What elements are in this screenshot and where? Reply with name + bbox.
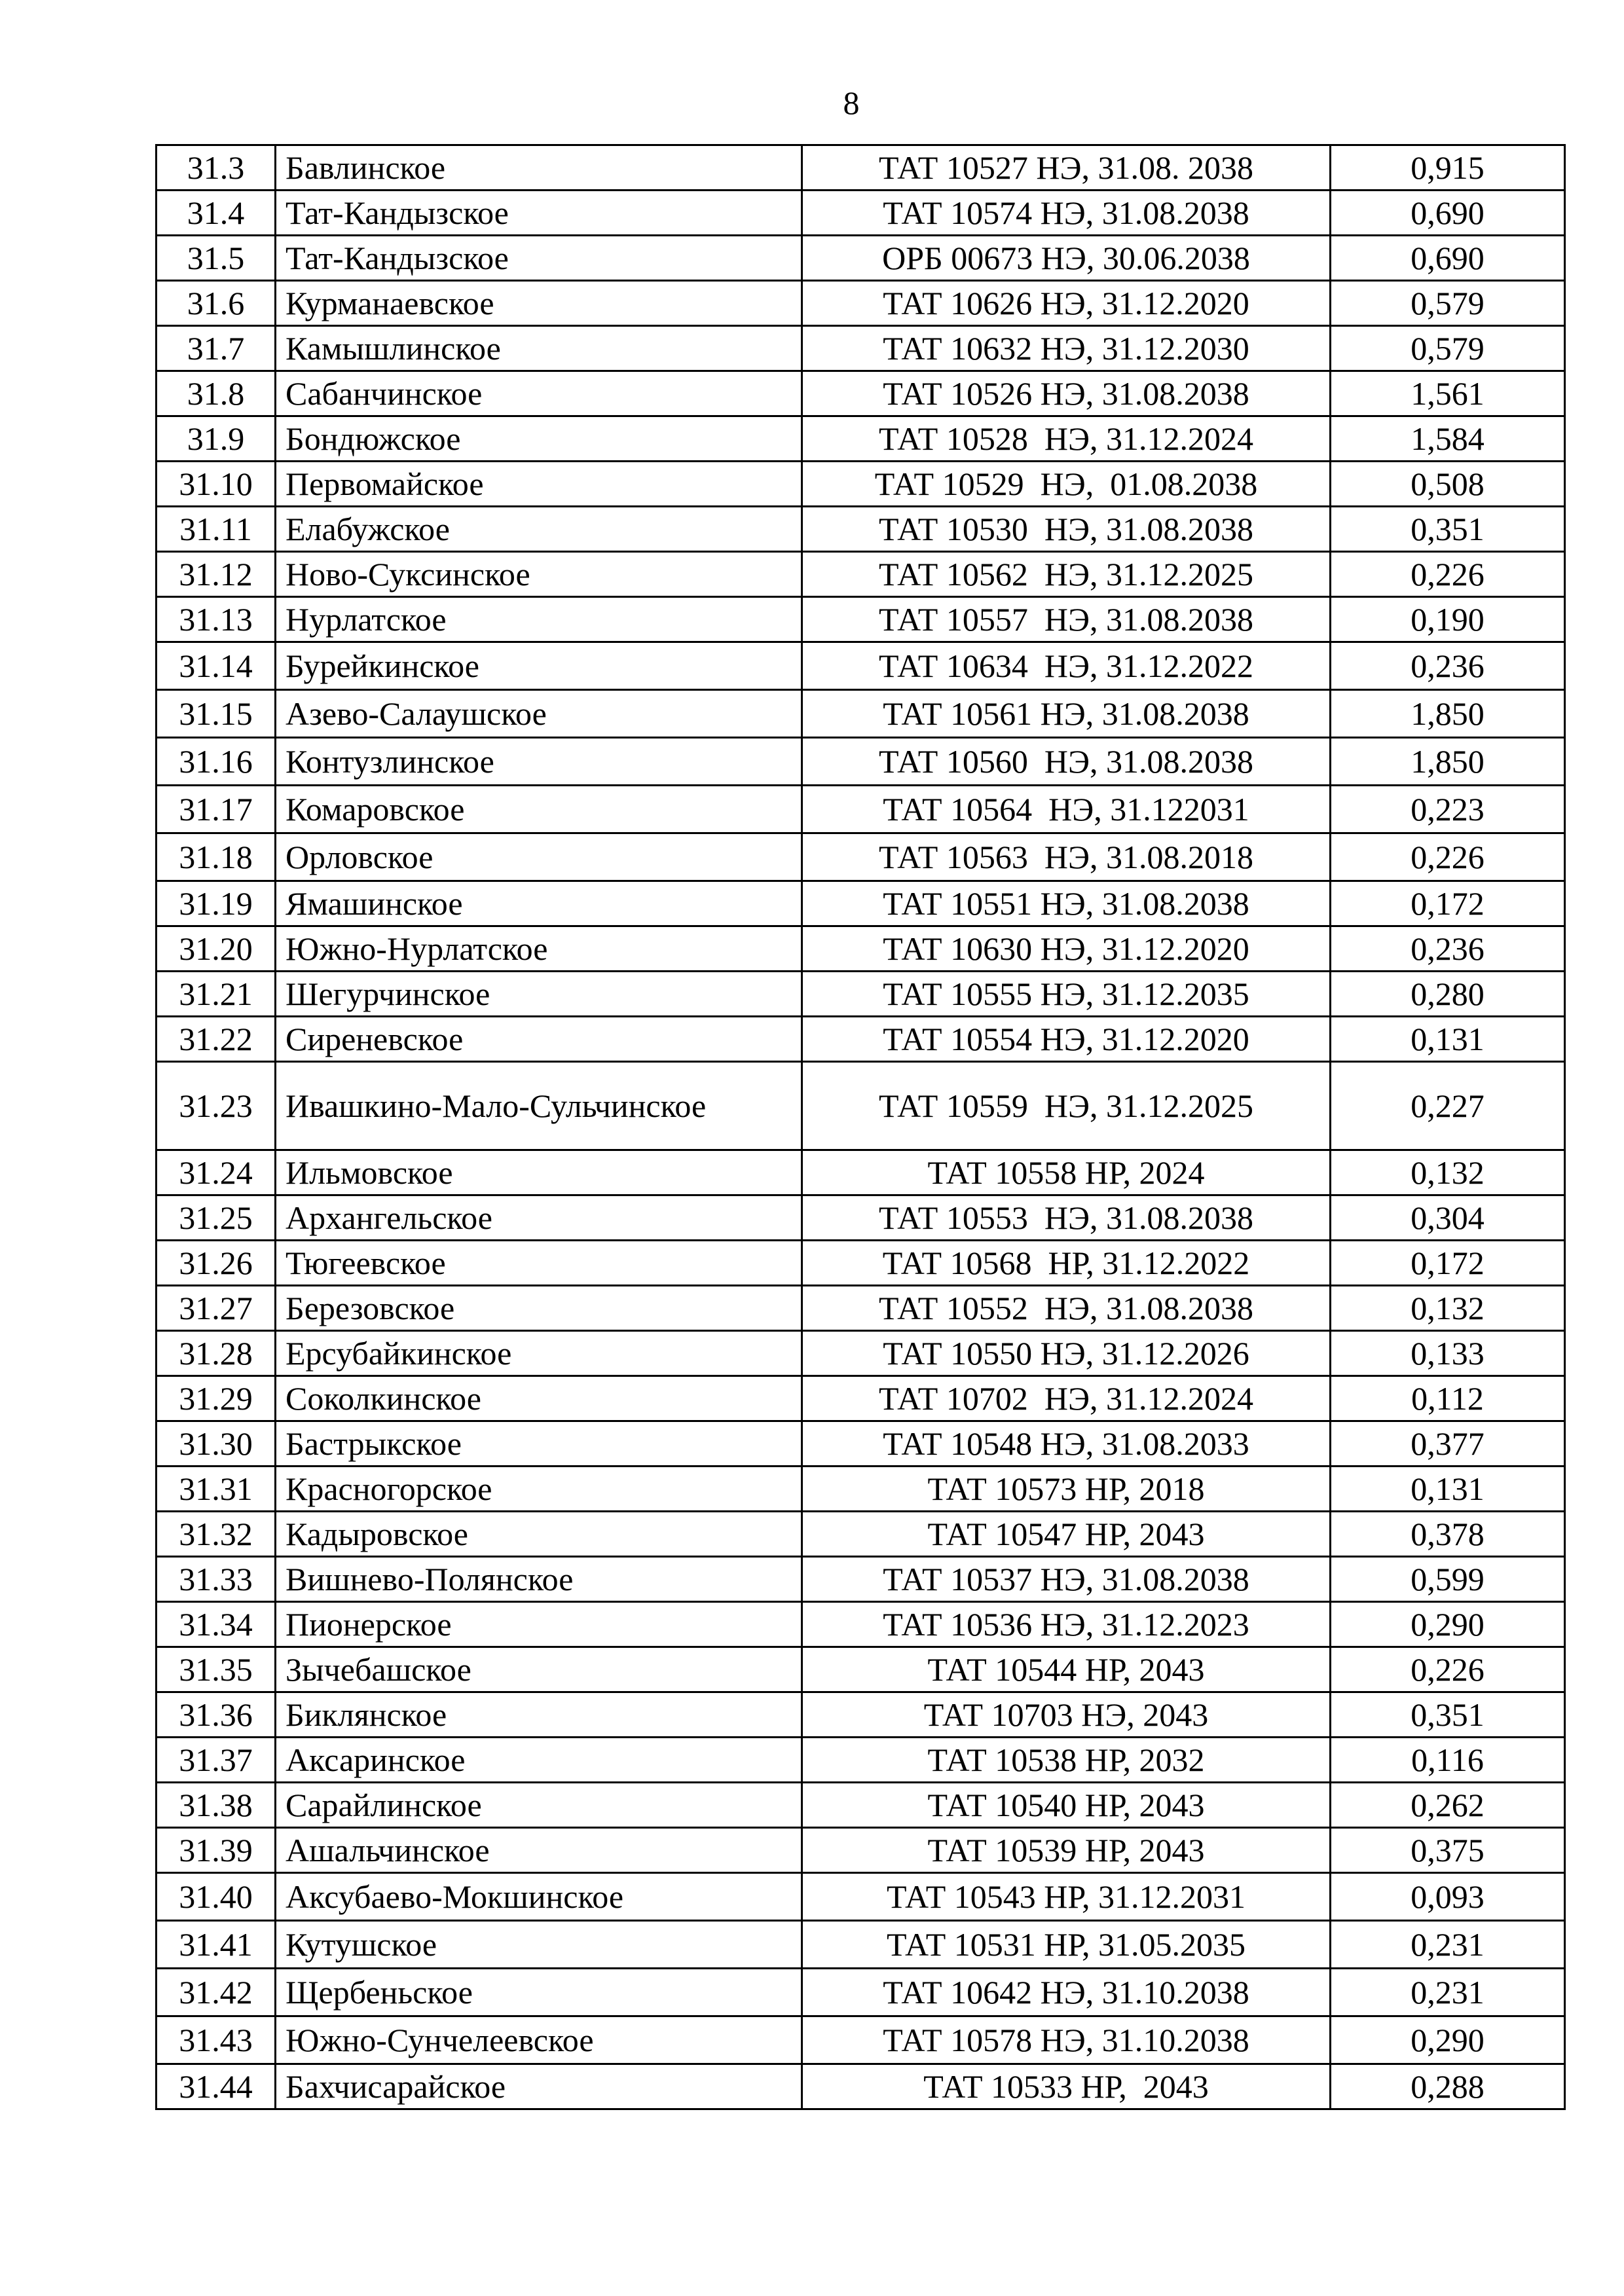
deposit-name: Южно-Нурлатское: [276, 926, 802, 972]
deposit-value: 0,231: [1331, 1969, 1565, 2016]
row-number: 31.37: [157, 1738, 276, 1783]
license-info: ТАТ 10531 НР, 31.05.2035: [802, 1921, 1331, 1969]
table-row: [157, 2064, 1565, 2109]
row-number: 31.19: [157, 881, 276, 926]
row-number: 31.9: [157, 416, 276, 462]
deposit-value: 0,226: [1331, 552, 1565, 597]
deposit-name: Орловское: [276, 833, 802, 881]
deposit-value: 0,690: [1331, 236, 1565, 281]
table-row: [157, 738, 1565, 786]
license-info: ТАТ 10551 НЭ, 31.08.2038: [802, 881, 1331, 926]
deposit-value: 0,227: [1331, 1062, 1565, 1150]
row-number: 31.10: [157, 462, 276, 507]
table-row: [157, 1017, 1565, 1062]
row-number: 31.41: [157, 1921, 276, 1969]
table-row: [157, 1692, 1565, 1738]
deposit-name: Контузлинское: [276, 738, 802, 786]
table-row: [157, 1783, 1565, 1828]
row-number: 31.17: [157, 786, 276, 833]
deposit-value: 0,915: [1331, 145, 1565, 191]
row-number: 31.32: [157, 1512, 276, 1557]
deposit-value: 1,850: [1331, 738, 1565, 786]
row-number: 31.39: [157, 1828, 276, 1873]
license-info: ТАТ 10564 НЭ, 31.122031: [802, 786, 1331, 833]
deposit-name: Первомайское: [276, 462, 802, 507]
license-info: ТАТ 10632 НЭ, 31.12.2030: [802, 326, 1331, 371]
deposit-value: 0,226: [1331, 833, 1565, 881]
table-row: [157, 881, 1565, 926]
deposit-name: Щербеньское: [276, 1969, 802, 2016]
license-info: ТАТ 10529 НЭ, 01.08.2038: [802, 462, 1331, 507]
license-info: ТАТ 10574 НЭ, 31.08.2038: [802, 191, 1331, 236]
license-info: ТАТ 10552 НЭ, 31.08.2038: [802, 1286, 1331, 1331]
deposit-value: 0,288: [1331, 2064, 1565, 2109]
deposit-name: Сабанчинское: [276, 371, 802, 416]
row-number: 31.16: [157, 738, 276, 786]
deposit-value: 0,131: [1331, 1017, 1565, 1062]
table-row: [157, 597, 1565, 642]
deposit-name: Комаровское: [276, 786, 802, 833]
row-number: 31.40: [157, 1873, 276, 1921]
deposit-value: 0,172: [1331, 881, 1565, 926]
license-info: ТАТ 10642 НЭ, 31.10.2038: [802, 1969, 1331, 2016]
deposits-table: [155, 144, 1566, 2110]
table-row: [157, 371, 1565, 416]
license-info: ТАТ 10538 НР, 2032: [802, 1738, 1331, 1783]
license-info: ТАТ 10554 НЭ, 31.12.2020: [802, 1017, 1331, 1062]
row-number: 31.35: [157, 1647, 276, 1692]
row-number: 31.24: [157, 1150, 276, 1195]
deposit-name: Курманаевское: [276, 281, 802, 326]
deposit-name: Красногорское: [276, 1467, 802, 1512]
deposit-value: 1,584: [1331, 416, 1565, 462]
table-row: [157, 1421, 1565, 1467]
row-number: 31.15: [157, 690, 276, 738]
license-info: ТАТ 10578 НЭ, 31.10.2038: [802, 2016, 1331, 2064]
deposit-name: Елабужское: [276, 507, 802, 552]
row-number: 31.6: [157, 281, 276, 326]
deposit-value: 0,133: [1331, 1331, 1565, 1376]
page-number: 8: [843, 84, 860, 121]
deposit-name: Ново-Суксинское: [276, 552, 802, 597]
table-row: [157, 552, 1565, 597]
table-row: [157, 145, 1565, 191]
table-row: [157, 462, 1565, 507]
license-info: ТАТ 10548 НЭ, 31.08.2033: [802, 1421, 1331, 1467]
table-row: [157, 416, 1565, 462]
table-row: [157, 1062, 1565, 1150]
deposit-name: Ильмовское: [276, 1150, 802, 1195]
deposit-name: Вишнево-Полянское: [276, 1557, 802, 1602]
license-info: ТАТ 10568 НР, 31.12.2022: [802, 1241, 1331, 1286]
deposit-name: Нурлатское: [276, 597, 802, 642]
deposit-value: 0,112: [1331, 1376, 1565, 1421]
license-info: ТАТ 10626 НЭ, 31.12.2020: [802, 281, 1331, 326]
license-info: ТАТ 10558 НР, 2024: [802, 1150, 1331, 1195]
deposit-value: 0,116: [1331, 1738, 1565, 1783]
deposit-value: 0,093: [1331, 1873, 1565, 1921]
deposit-value: 0,290: [1331, 1602, 1565, 1647]
row-number: 31.42: [157, 1969, 276, 2016]
deposit-name: Бондюжское: [276, 416, 802, 462]
deposit-name: Ямашинское: [276, 881, 802, 926]
row-number: 31.22: [157, 1017, 276, 1062]
deposit-value: 0,236: [1331, 642, 1565, 690]
row-number: 31.36: [157, 1692, 276, 1738]
table-row: [157, 786, 1565, 833]
row-number: 31.28: [157, 1331, 276, 1376]
deposit-value: 0,304: [1331, 1195, 1565, 1241]
deposit-value: 0,223: [1331, 786, 1565, 833]
deposit-value: 0,172: [1331, 1241, 1565, 1286]
deposit-name: Кутушское: [276, 1921, 802, 1969]
row-number: 31.33: [157, 1557, 276, 1602]
license-info: ТАТ 10561 НЭ, 31.08.2038: [802, 690, 1331, 738]
deposit-value: 1,561: [1331, 371, 1565, 416]
deposit-name: Ашальчинское: [276, 1828, 802, 1873]
table-row: [157, 1921, 1565, 1969]
table-row: [157, 972, 1565, 1017]
table-row: [157, 833, 1565, 881]
deposit-name: Аксубаево-Мокшинское: [276, 1873, 802, 1921]
table-row: [157, 1512, 1565, 1557]
deposit-name: Архангельское: [276, 1195, 802, 1241]
deposit-value: 0,226: [1331, 1647, 1565, 1692]
license-info: ТАТ 10702 НЭ, 31.12.2024: [802, 1376, 1331, 1421]
deposit-value: 0,579: [1331, 326, 1565, 371]
row-number: 31.3: [157, 145, 276, 191]
deposit-name: Аксаринское: [276, 1738, 802, 1783]
row-number: 31.43: [157, 2016, 276, 2064]
deposit-name: Шегурчинское: [276, 972, 802, 1017]
row-number: 31.8: [157, 371, 276, 416]
table-row: [157, 1969, 1565, 2016]
license-info: ТАТ 10528 НЭ, 31.12.2024: [802, 416, 1331, 462]
deposit-name: Азево-Салаушское: [276, 690, 802, 738]
table-row: [157, 236, 1565, 281]
license-info: ТАТ 10634 НЭ, 31.12.2022: [802, 642, 1331, 690]
deposit-value: 0,508: [1331, 462, 1565, 507]
row-number: 31.21: [157, 972, 276, 1017]
table-row: [157, 1331, 1565, 1376]
table-row: [157, 690, 1565, 738]
license-info: ТАТ 10562 НЭ, 31.12.2025: [802, 552, 1331, 597]
deposit-value: 0,351: [1331, 1692, 1565, 1738]
row-number: 31.30: [157, 1421, 276, 1467]
license-info: ТАТ 10536 НЭ, 31.12.2023: [802, 1602, 1331, 1647]
license-info: ТАТ 10527 НЭ, 31.08. 2038: [802, 145, 1331, 191]
table-row: [157, 1150, 1565, 1195]
deposit-value: 0,377: [1331, 1421, 1565, 1467]
deposit-name: Тюгеевское: [276, 1241, 802, 1286]
table-row: [157, 281, 1565, 326]
deposit-value: 0,236: [1331, 926, 1565, 972]
deposit-name: Бастрыкское: [276, 1421, 802, 1467]
license-info: ТАТ 10547 НР, 2043: [802, 1512, 1331, 1557]
license-info: ТАТ 10533 НР, 2043: [802, 2064, 1331, 2109]
license-info: ТАТ 10540 НР, 2043: [802, 1783, 1331, 1828]
license-info: ТАТ 10630 НЭ, 31.12.2020: [802, 926, 1331, 972]
deposit-value: 0,231: [1331, 1921, 1565, 1969]
row-number: 31.29: [157, 1376, 276, 1421]
row-number: 31.20: [157, 926, 276, 972]
license-info: ТАТ 10703 НЭ, 2043: [802, 1692, 1331, 1738]
row-number: 31.5: [157, 236, 276, 281]
table-row: [157, 1828, 1565, 1873]
row-number: 31.26: [157, 1241, 276, 1286]
table-row: [157, 2016, 1565, 2064]
license-info: ТАТ 10544 НР, 2043: [802, 1647, 1331, 1692]
deposit-value: 0,378: [1331, 1512, 1565, 1557]
deposit-value: 1,850: [1331, 690, 1565, 738]
row-number: 31.12: [157, 552, 276, 597]
deposit-name: Бахчисарайское: [276, 2064, 802, 2109]
deposit-name: Ивашкино-Мало-Сульчинское: [276, 1062, 802, 1150]
license-info: ТАТ 10553 НЭ, 31.08.2038: [802, 1195, 1331, 1241]
row-number: 31.27: [157, 1286, 276, 1331]
deposit-name: Тат-Кандызское: [276, 191, 802, 236]
deposit-name: Березовское: [276, 1286, 802, 1331]
deposit-name: Южно-Сунчелеевское: [276, 2016, 802, 2064]
deposit-value: 0,351: [1331, 507, 1565, 552]
deposit-name: Пионерское: [276, 1602, 802, 1647]
row-number: 31.4: [157, 191, 276, 236]
table-row: [157, 1286, 1565, 1331]
deposit-name: Соколкинское: [276, 1376, 802, 1421]
license-info: ТАТ 10573 НР, 2018: [802, 1467, 1331, 1512]
row-number: 31.31: [157, 1467, 276, 1512]
deposit-name: Зычебашское: [276, 1647, 802, 1692]
row-number: 31.44: [157, 2064, 276, 2109]
deposit-value: 0,132: [1331, 1150, 1565, 1195]
deposit-value: 0,579: [1331, 281, 1565, 326]
license-info: ТАТ 10543 НР, 31.12.2031: [802, 1873, 1331, 1921]
deposit-name: Ерсубайкинское: [276, 1331, 802, 1376]
license-info: ТАТ 10555 НЭ, 31.12.2035: [802, 972, 1331, 1017]
deposit-value: 0,375: [1331, 1828, 1565, 1873]
deposit-name: Кадыровское: [276, 1512, 802, 1557]
table-row: [157, 507, 1565, 552]
row-number: 31.25: [157, 1195, 276, 1241]
deposit-name: Бурейкинское: [276, 642, 802, 690]
license-info: ТАТ 10550 НЭ, 31.12.2026: [802, 1331, 1331, 1376]
license-info: ТАТ 10560 НЭ, 31.08.2038: [802, 738, 1331, 786]
table-row: [157, 1467, 1565, 1512]
deposit-value: 0,262: [1331, 1783, 1565, 1828]
table-row: [157, 1376, 1565, 1421]
deposit-name: Сиреневское: [276, 1017, 802, 1062]
deposit-value: 0,190: [1331, 597, 1565, 642]
deposit-value: 0,690: [1331, 191, 1565, 236]
deposit-value: 0,132: [1331, 1286, 1565, 1331]
table-row: [157, 1647, 1565, 1692]
deposit-name: Тат-Кандызское: [276, 236, 802, 281]
table-row: [157, 1557, 1565, 1602]
row-number: 31.23: [157, 1062, 276, 1150]
license-info: ТАТ 10539 НР, 2043: [802, 1828, 1331, 1873]
license-info: ТАТ 10557 НЭ, 31.08.2038: [802, 597, 1331, 642]
deposit-value: 0,131: [1331, 1467, 1565, 1512]
table-row: [157, 326, 1565, 371]
license-info: ТАТ 10526 НЭ, 31.08.2038: [802, 371, 1331, 416]
table-row: [157, 1241, 1565, 1286]
table-row: [157, 1602, 1565, 1647]
deposit-name: Бавлинское: [276, 145, 802, 191]
table-row: [157, 191, 1565, 236]
license-info: ТАТ 10530 НЭ, 31.08.2038: [802, 507, 1331, 552]
license-info: ОРБ 00673 НЭ, 30.06.2038: [802, 236, 1331, 281]
deposit-value: 0,599: [1331, 1557, 1565, 1602]
deposit-name: Сарайлинское: [276, 1783, 802, 1828]
table-row: [157, 1195, 1565, 1241]
deposit-name: Камышлинское: [276, 326, 802, 371]
table-body: [157, 145, 1565, 2109]
deposit-value: 0,280: [1331, 972, 1565, 1017]
row-number: 31.38: [157, 1783, 276, 1828]
table-row: [157, 642, 1565, 690]
table-row: [157, 926, 1565, 972]
row-number: 31.7: [157, 326, 276, 371]
deposit-value: 0,290: [1331, 2016, 1565, 2064]
license-info: ТАТ 10563 НЭ, 31.08.2018: [802, 833, 1331, 881]
row-number: 31.18: [157, 833, 276, 881]
row-number: 31.14: [157, 642, 276, 690]
license-info: ТАТ 10537 НЭ, 31.08.2038: [802, 1557, 1331, 1602]
row-number: 31.34: [157, 1602, 276, 1647]
deposit-name: Биклянское: [276, 1692, 802, 1738]
table-row: [157, 1873, 1565, 1921]
license-info: ТАТ 10559 НЭ, 31.12.2025: [802, 1062, 1331, 1150]
row-number: 31.13: [157, 597, 276, 642]
table-row: [157, 1738, 1565, 1783]
row-number: 31.11: [157, 507, 276, 552]
